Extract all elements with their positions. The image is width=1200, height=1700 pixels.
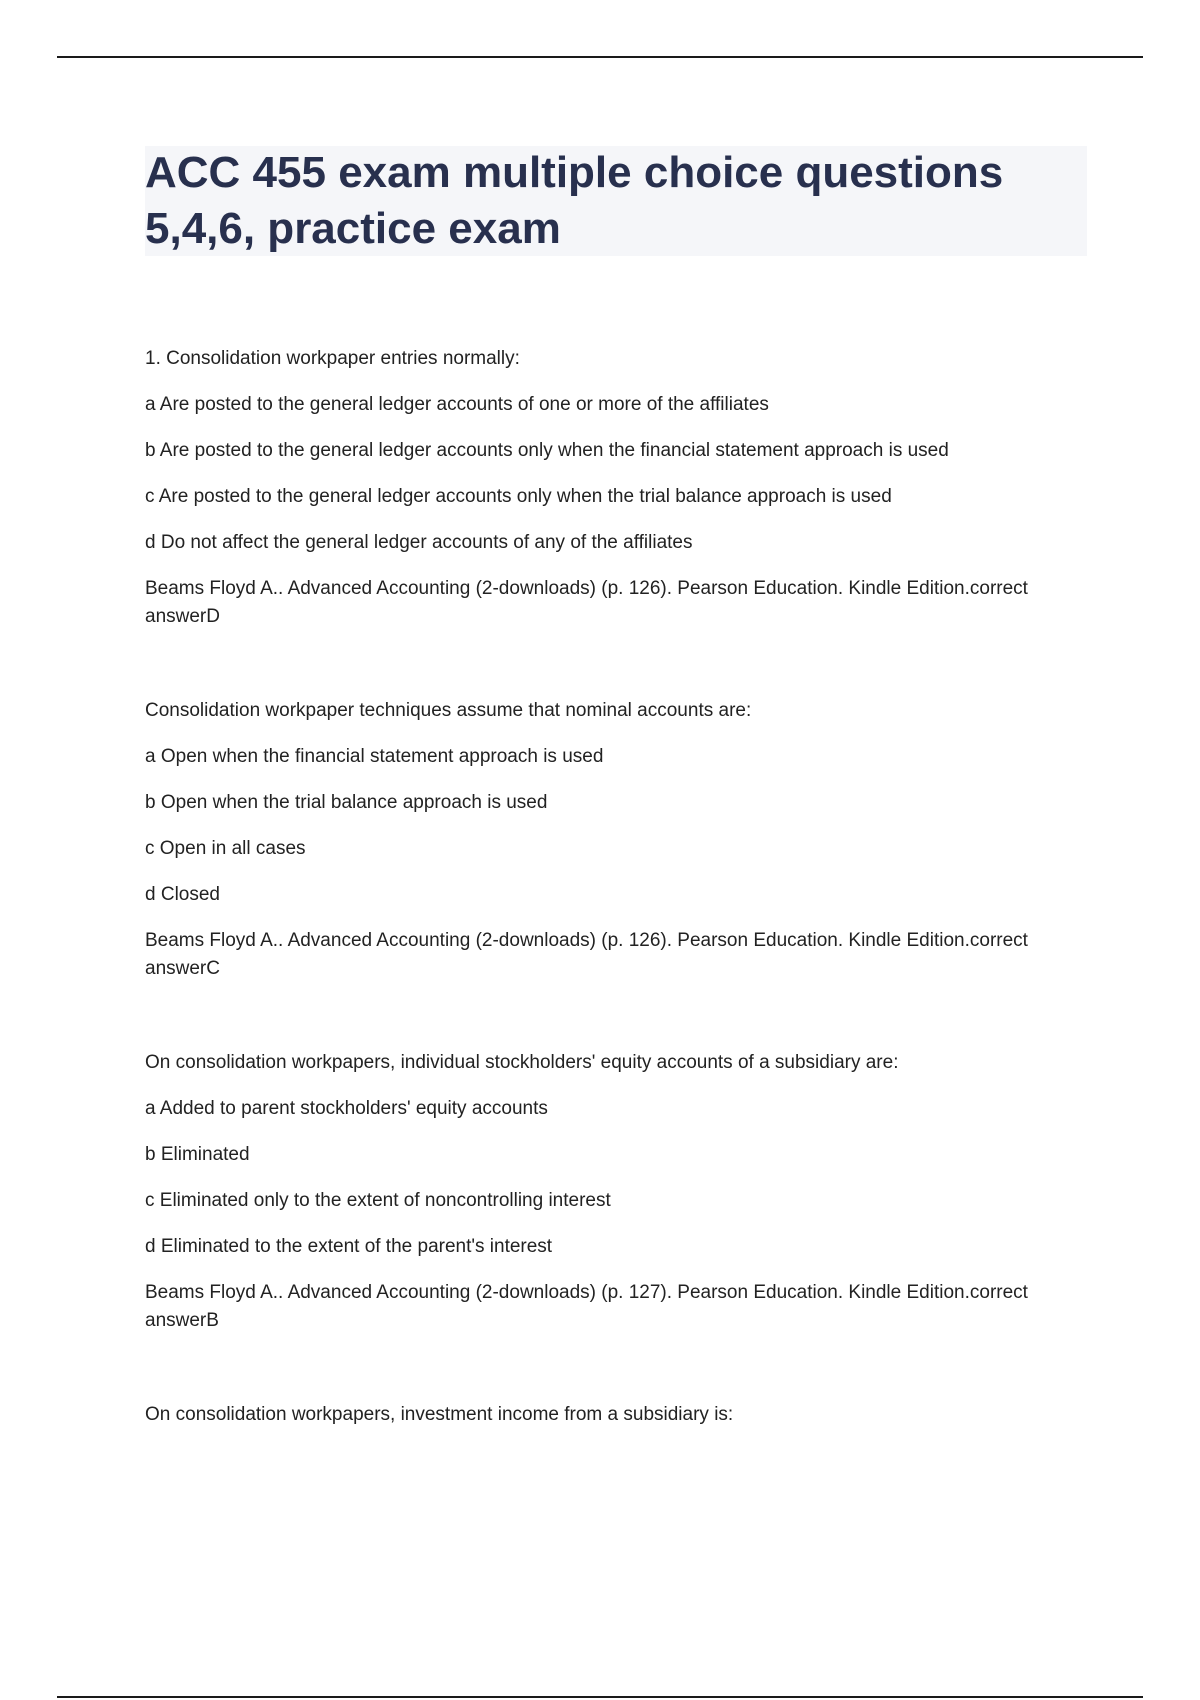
questions-content xyxy=(145,345,1087,1429)
question-prompt: On consolidation workpapers, individual stockholders' equity accounts of a subsidiary are: xyxy=(145,1052,899,1073)
option-d: d Closed xyxy=(145,884,220,905)
question-2 xyxy=(145,697,1087,983)
question-4 xyxy=(145,1401,1087,1429)
question-source-answer: Beams Floyd A.. Advanced Accounting (2-downloads) (p. 126). Pearson Education. Kindle Edition.correct answerD xyxy=(145,578,1028,627)
bottom-rule xyxy=(57,1696,1143,1698)
option-d: d Do not affect the general ledger accounts of any of the affiliates xyxy=(145,532,693,553)
question-1 xyxy=(145,345,1087,631)
question-3 xyxy=(145,1049,1087,1335)
option-c: c Open in all cases xyxy=(145,838,306,859)
option-a: a Added to parent stockholders' equity accounts xyxy=(145,1098,548,1119)
title-block xyxy=(145,146,1087,256)
question-source-answer: Beams Floyd A.. Advanced Accounting (2-downloads) (p. 126). Pearson Education. Kindle Edition.correct answerC xyxy=(145,930,1028,979)
option-c: c Eliminated only to the extent of noncontrolling interest xyxy=(145,1190,611,1211)
option-c: c Are posted to the general ledger accounts only when the trial balance approach is used xyxy=(145,486,892,507)
option-b: b Open when the trial balance approach is used xyxy=(145,792,548,813)
option-b: b Are posted to the general ledger accounts only when the financial statement approach is used xyxy=(145,440,949,461)
top-rule xyxy=(57,56,1143,58)
document-title: ACC 455 exam multiple choice questions 5,4,6, practice exam xyxy=(145,148,1004,253)
question-prompt: Consolidation workpaper techniques assume that nominal accounts are: xyxy=(145,700,752,721)
option-d: d Eliminated to the extent of the parent's interest xyxy=(145,1236,553,1257)
question-source-answer: Beams Floyd A.. Advanced Accounting (2-downloads) (p. 127). Pearson Education. Kindle Edition.correct answerB xyxy=(145,1282,1028,1331)
question-prompt: 1. Consolidation workpaper entries normally: xyxy=(145,348,520,369)
option-b: b Eliminated xyxy=(145,1144,250,1165)
option-a: a Open when the financial statement approach is used xyxy=(145,746,604,767)
option-a: a Are posted to the general ledger accounts of one or more of the affiliates xyxy=(145,394,769,415)
question-prompt: On consolidation workpapers, investment income from a subsidiary is: xyxy=(145,1404,734,1425)
